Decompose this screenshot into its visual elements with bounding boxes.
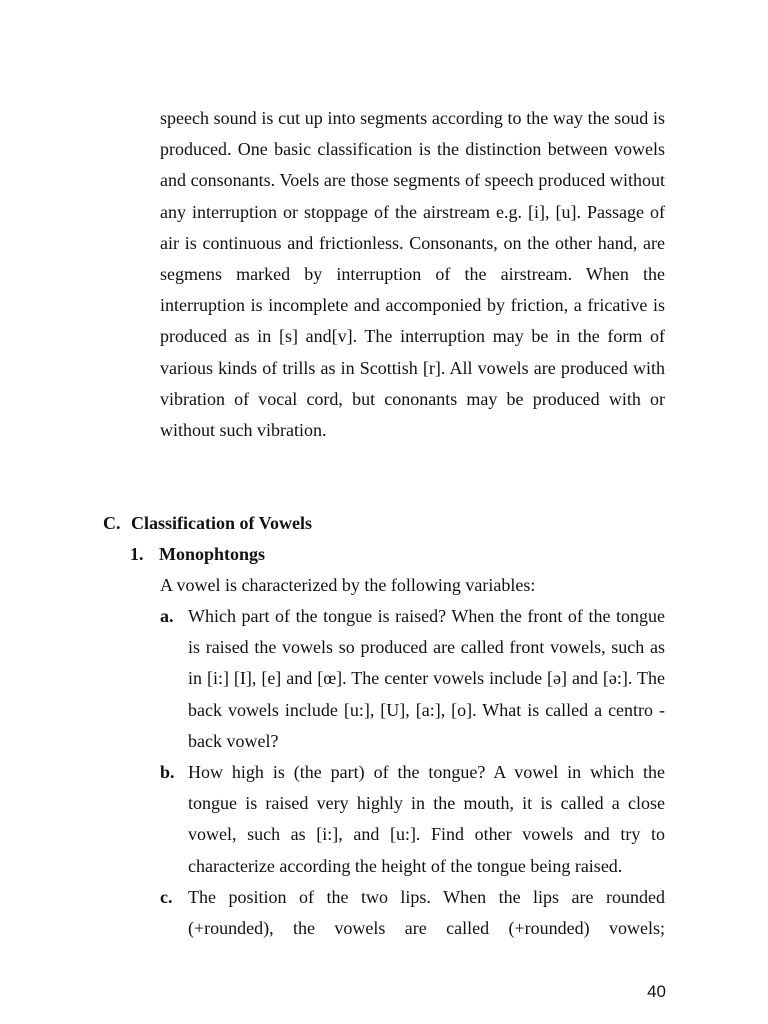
page-number: 40 [647,982,666,1001]
list-marker: a. [160,606,174,626]
list-marker: b. [160,762,175,782]
list-item-c [160,882,665,944]
list-item-a [160,601,665,757]
list-item-text: Which part of the tongue is raised? When the front of the tongue is raised the vowels so produced are called front vowels, such as in [i:] [I], [e] and [œ]. The center vowels include [ə] and [ə:]. The back vowels include [u:], [U], [a:], [o]. What is called a centro - back vowel? [188,606,665,751]
subsection-number: 1. [130,544,144,564]
section-title: Classification of Vowels [131,513,313,533]
body-paragraph: speech sound is cut up into segments according to the way the soud is produced. One basic classification is the distinction between vowels and consonants. Voels are those segments of speech produced without any interruption or stoppage of the airstream e.g. [i], [u]. Passage of air is continuous and frictionless. Consonants, on the other hand, are segmens marked by interruption of the airstream. When the interruption is incomplete and accomponied by friction, a fricative is produced as in [s] and[v]. The interruption may be in the form of various kinds of trills as in Scottish [r]. All vowels are produced with vibration of vocal cord, but cononants may be produced with or without such vibration. [160,108,665,441]
list-marker: c. [160,887,173,907]
list-item-text: How high is (the part) of the tongue? A vowel in which the tongue is raised very highly in the mouth, it is called a close vowel, such as [i:], and [u:]. Find other vowels and try to characterize according the height of the tongue being raised. [188,762,665,876]
list-item-b [160,757,665,882]
subsection-heading [130,539,265,570]
section-letter: C. [103,513,121,533]
list-item-text: The position of the two lips. When the lips are rounded (+rounded), the vowels are called (+rounded) vowels; [188,887,665,939]
section-heading [103,508,312,539]
subsection-title: Monophtongs [159,544,266,564]
intro-text: A vowel is characterized by the following variables: [160,575,536,595]
